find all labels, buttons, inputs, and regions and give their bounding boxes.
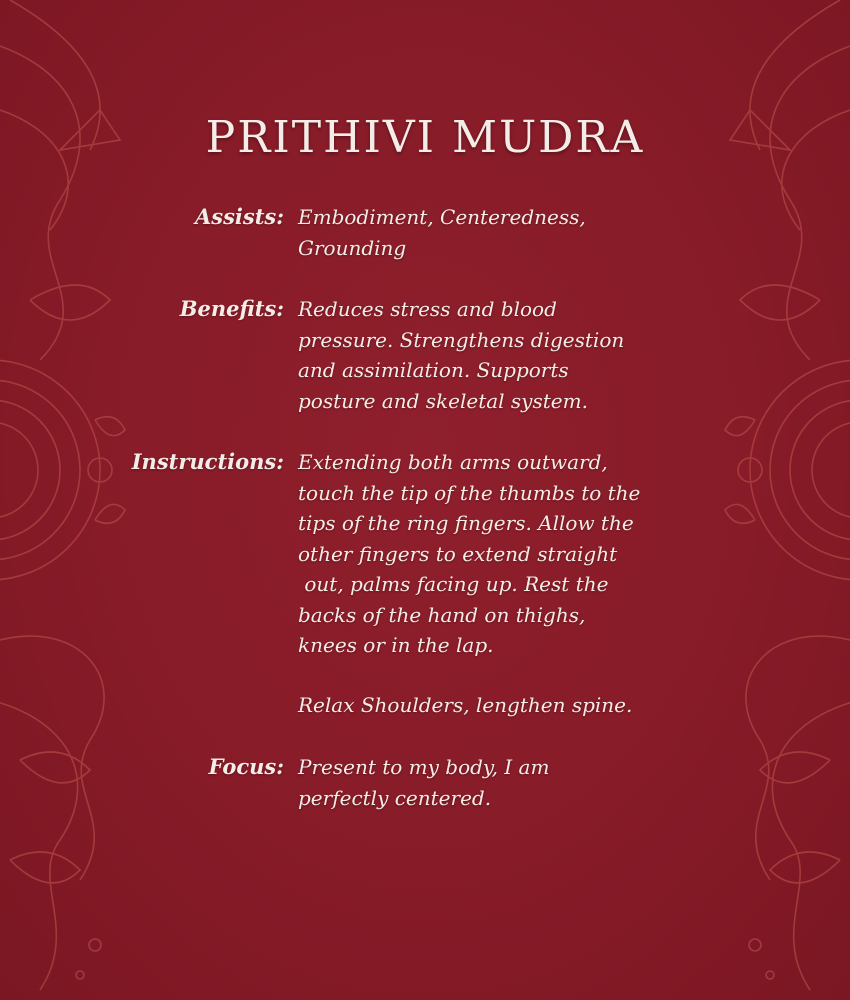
benefits-line: posture and skeletal system.	[298, 388, 588, 413]
instructions-label: Instructions:	[131, 449, 284, 474]
focus-line: Present to my body, I am	[298, 755, 550, 779]
assists-line: Embodiment, Centeredness,	[298, 205, 586, 229]
benefits-line: pressure. Strengthens digestion	[298, 327, 625, 352]
instructions-line: touch the tip of the thumbs to the	[298, 480, 641, 505]
assists-line: Grounding	[298, 235, 407, 260]
focus-line: perfectly centered.	[298, 785, 492, 810]
instructions-value	[298, 447, 728, 661]
relax-line: Relax Shoulders, lengthen spine.	[298, 693, 633, 717]
instructions-line: out, palms facing up. Rest the	[298, 572, 609, 596]
instructions-line: tips of the ring fingers. Allow the	[298, 511, 634, 535]
relax-value	[298, 690, 728, 721]
benefits-value	[298, 294, 728, 416]
instructions-line: other fingers to extend straight	[298, 541, 618, 566]
instructions-line: backs of the hand on thighs,	[298, 602, 586, 627]
page-title: PRITHIVI MUDRA	[205, 112, 645, 163]
instructions-line: knees or in the lap.	[298, 633, 494, 657]
focus-value	[298, 752, 728, 813]
benefits-label: Benefits:	[179, 296, 284, 321]
assists-label: Assists:	[194, 204, 284, 229]
focus-label: Focus:	[208, 754, 284, 779]
benefits-line: Reduces stress and blood	[298, 297, 557, 321]
benefits-line: and assimilation. Supports	[298, 358, 569, 382]
assists-value	[298, 202, 728, 263]
instructions-line: Extending both arms outward,	[298, 450, 608, 474]
